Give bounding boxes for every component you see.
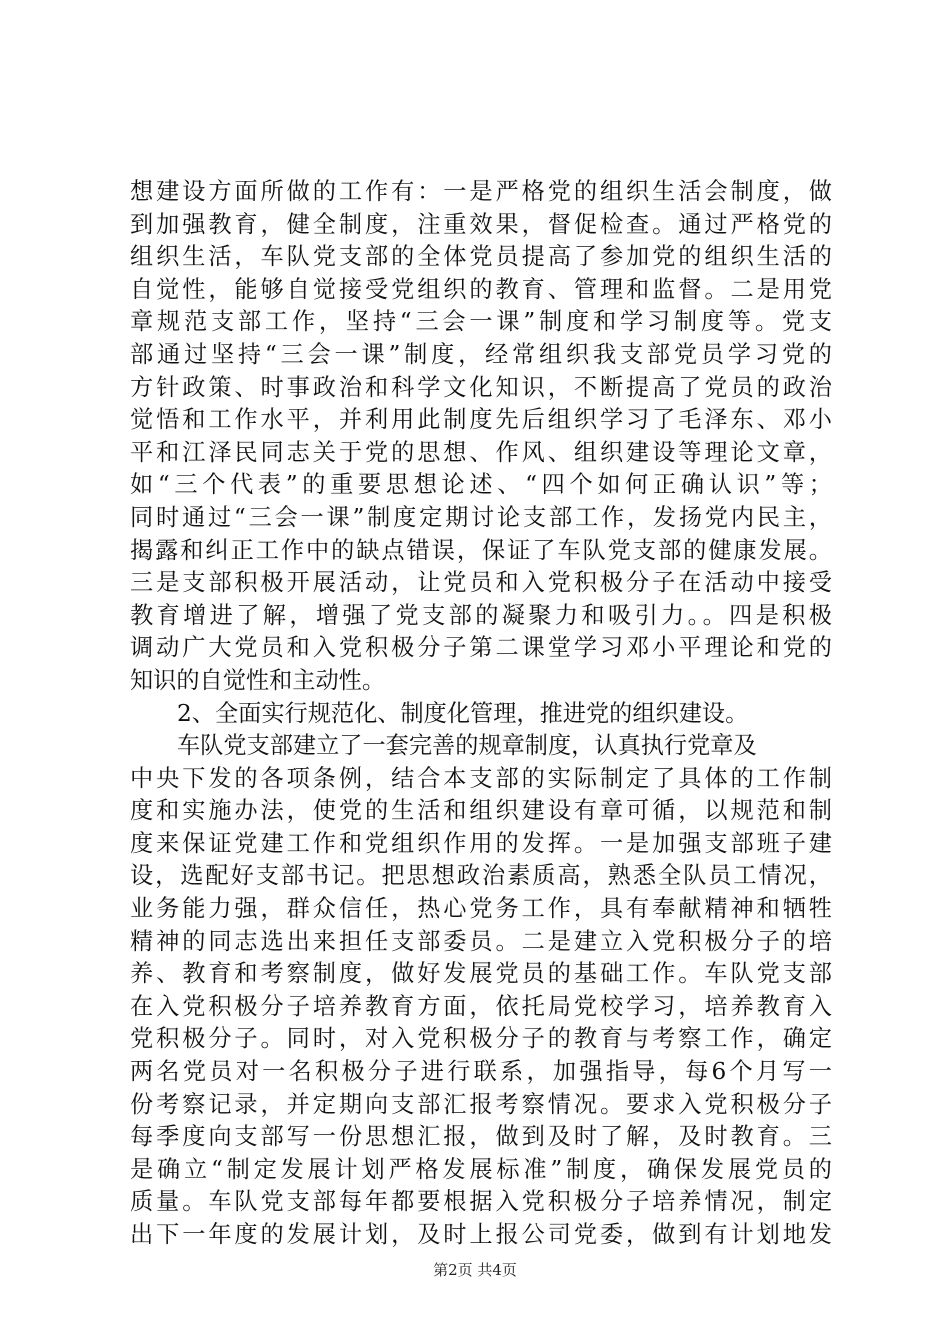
text-line: 质量。车队党支部每年都要根据入党积极分子培养情况，制定 xyxy=(130,1188,832,1216)
text-line: 每季度向支部写一份思想汇报，做到及时了解，及时教育。三 xyxy=(130,1123,832,1151)
text-line: 出下一年度的发展计划，及时上报公司党委，做到有计划地发 xyxy=(130,1221,832,1248)
text-line: 精神的同志选出来担任支部委员。二是建立入党积极分子的培 xyxy=(130,927,832,955)
text-line: 如“三个代表”的重要思想论述、“四个如何正确认识”等； xyxy=(130,471,832,499)
section-heading: 2、全面实行规范化、制度化管理，推进党的组织建设。 xyxy=(177,699,749,727)
text-line: 到加强教育，健全制度，注重效果，督促检查。通过严格党的 xyxy=(130,210,832,238)
text-line: 党积极分子。同时，对入党积极分子的教育与考察工作，确定 xyxy=(130,1025,832,1053)
text-line: 想建设方面所做的工作有：一是严格党的组织生活会制度，做 xyxy=(130,178,832,205)
text-line: 是确立“制定发展计划严格发展标准”制度，确保发展党员的 xyxy=(130,1155,832,1183)
text-line: 组织生活，车队党支部的全体党员提高了参加党的组织生活的 xyxy=(130,243,832,271)
text-line: 业务能力强，群众信任，热心党务工作，具有奉献精神和牺牲 xyxy=(130,895,832,923)
paragraph-start-line: 车队党支部建立了一套完善的规章制度，认真执行党章及 xyxy=(177,732,757,760)
text-line: 同时通过“三会一课”制度定期讨论支部工作，发扬党内民主， xyxy=(130,503,832,531)
text-line: 自觉性，能够自觉接受党组织的教育、管理和监督。二是用党 xyxy=(130,275,832,303)
text-line: 调动广大党员和入党积极分子第二课堂学习邓小平理论和党的 xyxy=(130,634,832,662)
text-line: 平和江泽民同志关于党的思想、作风、组织建设等理论文章， xyxy=(130,438,832,466)
text-line: 章规范支部工作，坚持“三会一课”制度和学习制度等。党支 xyxy=(130,308,832,336)
page-number-footer: 第2页 共4页 xyxy=(433,1261,517,1279)
text-line: 三是支部积极开展活动，让党员和入党积极分子在活动中接受 xyxy=(130,569,832,597)
text-line: 方针政策、时事政治和科学文化知识，不断提高了党员的政治 xyxy=(130,373,832,401)
text-line: 揭露和纠正工作中的缺点错误，保证了车队党支部的健康发展。 xyxy=(130,536,832,564)
text-line: 度来保证党建工作和党组织作用的发挥。一是加强支部班子建 xyxy=(130,829,832,857)
text-line: 中央下发的各项条例，结合本支部的实际制定了具体的工作制 xyxy=(130,764,832,792)
text-line: 两名党员对一名积极分子进行联系，加强指导，每6个月写一 xyxy=(130,1058,832,1086)
text-line: 养、教育和考察制度，做好发展党员的基础工作。车队党支部 xyxy=(130,960,832,988)
text-line: 在入党积极分子培养教育方面，依托局党校学习，培养教育入 xyxy=(130,992,832,1020)
text-line: 设，选配好支部书记。把思想政治素质高，熟悉全队员工情况， xyxy=(130,862,832,890)
text-line: 份考察记录，并定期向支部汇报考察情况。要求入党积极分子 xyxy=(130,1090,832,1118)
text-line: 觉悟和工作水平，并利用此制度先后组织学习了毛泽东、邓小 xyxy=(130,406,832,434)
body-text xyxy=(130,176,832,1252)
text-line: 教育增进了解，增强了党支部的凝聚力和吸引力。。四是积极 xyxy=(130,601,832,629)
text-line: 部通过坚持“三会一课”制度，经常组织我支部党员学习党的 xyxy=(130,340,832,368)
text-line: 度和实施办法，使党的生活和组织建设有章可循，以规范和制 xyxy=(130,797,832,825)
text-line: 知识的自觉性和主动性。 xyxy=(130,666,386,694)
